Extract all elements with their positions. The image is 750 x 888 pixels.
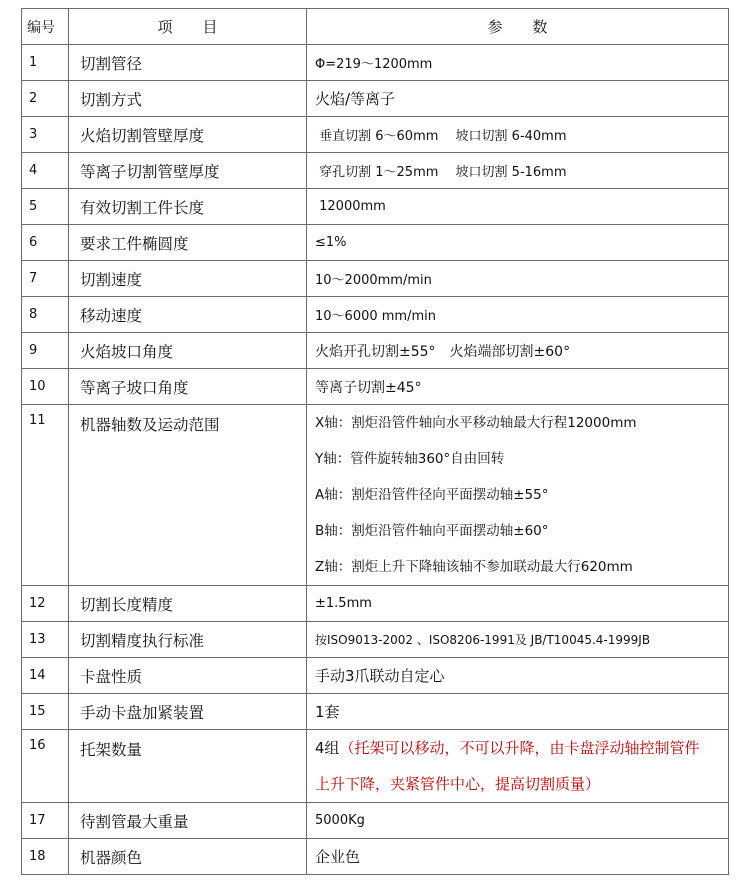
row-num: 4 (22, 153, 69, 189)
row-item: 机器颜色 (69, 839, 307, 875)
row-num: 11 (22, 405, 69, 586)
row-item: 切割速度 (69, 261, 307, 297)
table-row (22, 369, 729, 405)
row-value: ±1.5mm (307, 586, 729, 622)
row-item: 切割方式 (69, 81, 307, 117)
row-item: 等离子切割管壁厚度 (69, 153, 307, 189)
row-item: 火焰切割管壁厚度 (69, 117, 307, 153)
row-num: 10 (22, 369, 69, 405)
row-num: 13 (22, 622, 69, 658)
row-num: 6 (22, 225, 69, 261)
row-item: 待割管最大重量 (69, 803, 307, 839)
table-row (22, 803, 729, 839)
row-item: 切割长度精度 (69, 586, 307, 622)
table-row (22, 694, 729, 730)
row-value: 等离子切割±45° (307, 369, 729, 405)
row-item: 等离子坡口角度 (69, 369, 307, 405)
table-row (22, 261, 729, 297)
row-num: 1 (22, 45, 69, 81)
table-row (22, 225, 729, 261)
row-num: 8 (22, 297, 69, 333)
row-value: 火焰开孔切割±55° 火焰端部切割±60° (307, 333, 729, 369)
table-row (22, 405, 729, 586)
table-row (22, 189, 729, 225)
tray-note-line (315, 730, 728, 766)
row-num: 14 (22, 658, 69, 694)
tray-note-2: 上升下降，夹紧管件中心，提高切割质量） (315, 775, 601, 793)
table-header-row (22, 9, 729, 45)
row-num: 16 (22, 730, 69, 803)
row-num: 5 (22, 189, 69, 225)
header-num: 编号 (22, 9, 69, 45)
row-num: 18 (22, 839, 69, 875)
row-num: 3 (22, 117, 69, 153)
axis-line-b: B轴：割炬沿管件轴向平面摆动轴±60° (315, 523, 549, 539)
row-value: 5000Kg (307, 803, 729, 839)
row-item: 卡盘性质 (69, 658, 307, 694)
row-value: Φ=219～1200mm (307, 45, 729, 81)
row-item: 切割精度执行标准 (69, 622, 307, 658)
tray-note-1: （托架可以移动，不可以升降，由卡盘浮动轴控制管件 (339, 739, 700, 757)
row-value-multiline (307, 405, 729, 586)
row-item: 机器轴数及运动范围 (69, 405, 307, 586)
axis-line-y: Y轴：管件旋转轴360°自由回转 (315, 451, 505, 467)
table-row (22, 45, 729, 81)
row-value: 火焰/等离子 (307, 81, 729, 117)
row-item: 手动卡盘加紧装置 (69, 694, 307, 730)
row-value: 企业色 (307, 839, 729, 875)
table-row (22, 297, 729, 333)
axis-line-z: Z轴：割炬上升下降轴该轴不参加联动最大行620mm (315, 559, 633, 575)
row-value: 垂直切割 6～60mm 坡口切割 6-40mm (307, 117, 729, 153)
row-item: 要求工件椭圆度 (69, 225, 307, 261)
tray-count: 4组 (315, 739, 340, 757)
row-num: 15 (22, 694, 69, 730)
table-row (22, 586, 729, 622)
row-value: 10～2000mm/min (307, 261, 729, 297)
row-value: 按ISO9013-2002 、ISO8206-1991及 JB/T10045.4-1999JB (307, 622, 729, 658)
row-num: 7 (22, 261, 69, 297)
row-num: 9 (22, 333, 69, 369)
row-value: 穿孔切割 1～25mm 坡口切割 5-16mm (307, 153, 729, 189)
row-num: 12 (22, 586, 69, 622)
row-item: 切割管径 (69, 45, 307, 81)
header-value: 参 数 (307, 9, 729, 45)
header-item: 项 目 (69, 9, 307, 45)
axis-line-a: A轴：割炬沿管件径向平面摆动轴±55° (315, 487, 549, 503)
table-row (22, 81, 729, 117)
row-num: 17 (22, 803, 69, 839)
row-value: 手动3爪联动自定心 (307, 658, 729, 694)
row-value: 1套 (307, 694, 729, 730)
row-item: 火焰坡口角度 (69, 333, 307, 369)
row-item: 有效切割工件长度 (69, 189, 307, 225)
row-item: 托架数量 (69, 730, 307, 803)
table-row (22, 839, 729, 875)
table-row (22, 658, 729, 694)
row-value: 12000mm (307, 189, 729, 225)
table-row (22, 333, 729, 369)
table-row (22, 153, 729, 189)
table-row (22, 622, 729, 658)
spec-table (21, 8, 729, 875)
table-row (22, 730, 729, 803)
table-row (22, 117, 729, 153)
row-value: ≤1% (307, 225, 729, 261)
axis-line-x: X轴：割炬沿管件轴向水平移动轴最大行程12000mm (315, 415, 637, 431)
row-value: 10～6000 mm/min (307, 297, 729, 333)
row-item: 移动速度 (69, 297, 307, 333)
row-num: 2 (22, 81, 69, 117)
row-value-multiline (307, 730, 729, 803)
